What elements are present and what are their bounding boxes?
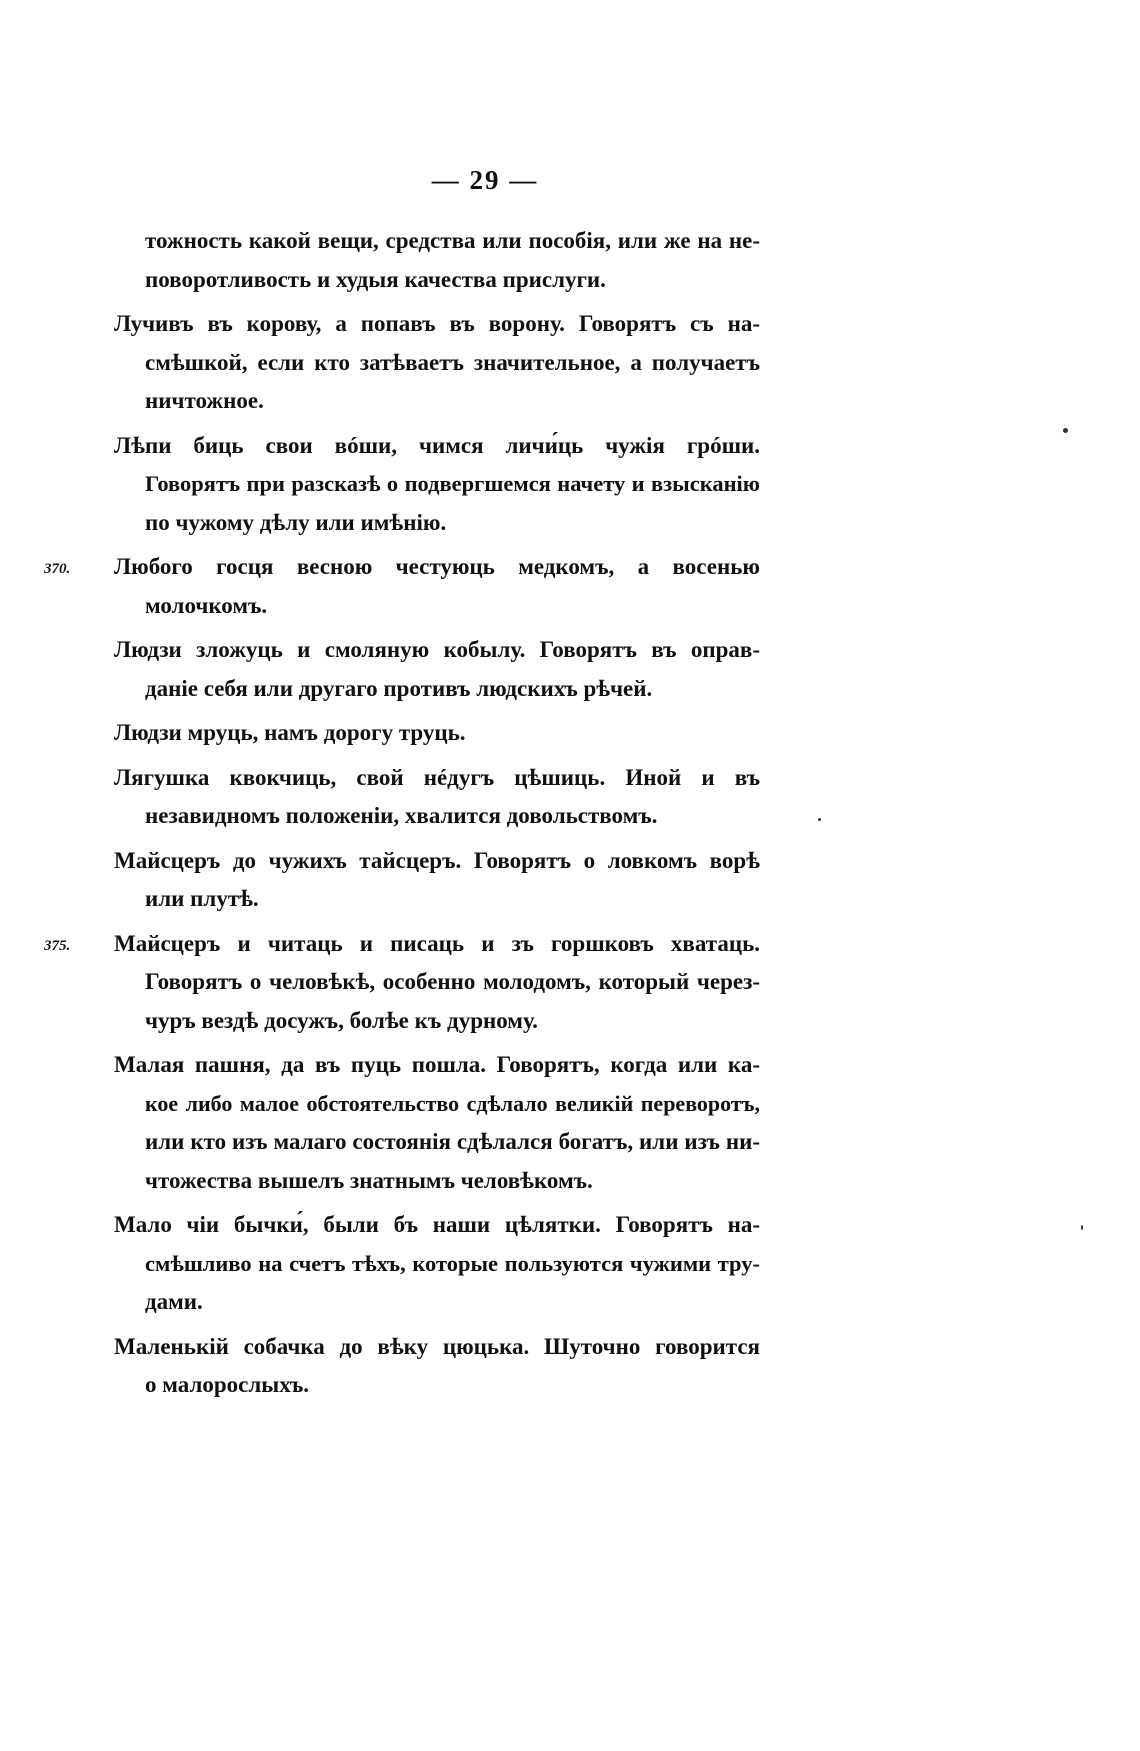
text-line: Лягушка квокчиць, свой нéдугъ цѣшиць. Иной и въ <box>114 764 760 790</box>
text-line: Любого госця весною честуюць медкомъ, а восенью 370. <box>114 548 760 587</box>
text-line: Лѣпи биць свои вóши, чимся личи́ць чужія грóши. <box>114 432 760 458</box>
text-line: о малорослыхъ. <box>145 1372 310 1397</box>
proverb-entry <box>114 842 760 919</box>
text-line: дами. <box>145 1289 203 1314</box>
proverb-entry <box>44 548 760 625</box>
text-line: даніе себя или другаго противъ людскихъ рѣчей. <box>145 675 653 701</box>
proverb-entry <box>145 222 760 299</box>
text-line: Маленькій собачка до вѣку цюцька. Шуточно говорится <box>114 1333 760 1359</box>
proverb-entry <box>114 759 760 836</box>
text-line: Лучивъ въ корову, а попавъ въ ворону. Говорятъ съ на- <box>114 311 760 336</box>
text-line: или кто изъ малаго состоянія сдѣлался богатъ, или изъ ни- <box>145 1129 760 1154</box>
print-speck <box>818 818 821 821</box>
print-speck <box>1081 1225 1083 1230</box>
text-line: ничтожное. <box>145 388 264 413</box>
text-line: тожность какой вещи, средства или пособія, или же на не- <box>145 228 760 253</box>
text-line: молочкомъ. <box>145 592 268 618</box>
text-line: Говорятъ при разсказѣ о подвергшемся начету и взысканію <box>145 471 760 496</box>
proverb-entry <box>114 427 760 543</box>
text-line: Людзи зложуць и смоляную кобылу. Говорятъ въ оправ- <box>114 637 760 662</box>
text-line: смѣшкой, если кто затѣваетъ значительное, а получаетъ <box>145 349 760 375</box>
page-number: — 29 — <box>431 165 539 195</box>
text-line: Малая пашня, да въ пуць пошла. Говорятъ, когда или ка- <box>114 1052 760 1077</box>
proverb-entry <box>114 1046 760 1200</box>
proverb-entry <box>114 714 760 753</box>
text-line: по чужому дѣлу или имѣнію. <box>145 509 447 535</box>
text-line: Говорятъ о человѣкѣ, особенно молодомъ, который через- <box>145 969 760 994</box>
proverb-entry <box>114 631 760 708</box>
text-line: незавидномъ положеніи, хвалится довольствомъ. <box>145 803 658 828</box>
text-line: смѣшливо на счетъ тѣхъ, которые пользуются чужими тру- <box>145 1250 760 1276</box>
text-line: чуръ вездѣ досужъ, болѣе къ дурному. <box>145 1007 538 1033</box>
proverb-entry <box>114 305 760 421</box>
proverb-entry <box>114 1206 760 1322</box>
proverb-list <box>44 222 760 1405</box>
proverb-entry <box>44 925 760 1041</box>
entry-number: 375. <box>44 937 71 954</box>
text-line: Майсцеръ до чужихъ тайсцеръ. Говорятъ о ловкомъ ворѣ <box>114 847 760 873</box>
text-line: кое либо малое обстоятельство сдѣлало великій переворотъ, <box>145 1090 760 1116</box>
text-line: поворотливость и худыя качества прислуги. <box>145 266 606 292</box>
text-line: Людзи мруць, намъ дорогу труць. <box>114 720 466 745</box>
print-speck <box>1063 428 1068 433</box>
text-line: Мало чіи бычки́, были бъ наши цѣлятки. Говорятъ на- <box>114 1212 760 1237</box>
text-line: Майсцеръ и читаць и писаць и зъ горшковъ хватаць. 375. <box>114 925 760 964</box>
text-line: чтожества вышелъ знатнымъ человѣкомъ. <box>145 1167 593 1193</box>
entry-number: 370. <box>44 561 71 577</box>
proverb-entry <box>114 1328 760 1405</box>
text-line: или плутѣ. <box>145 886 259 911</box>
